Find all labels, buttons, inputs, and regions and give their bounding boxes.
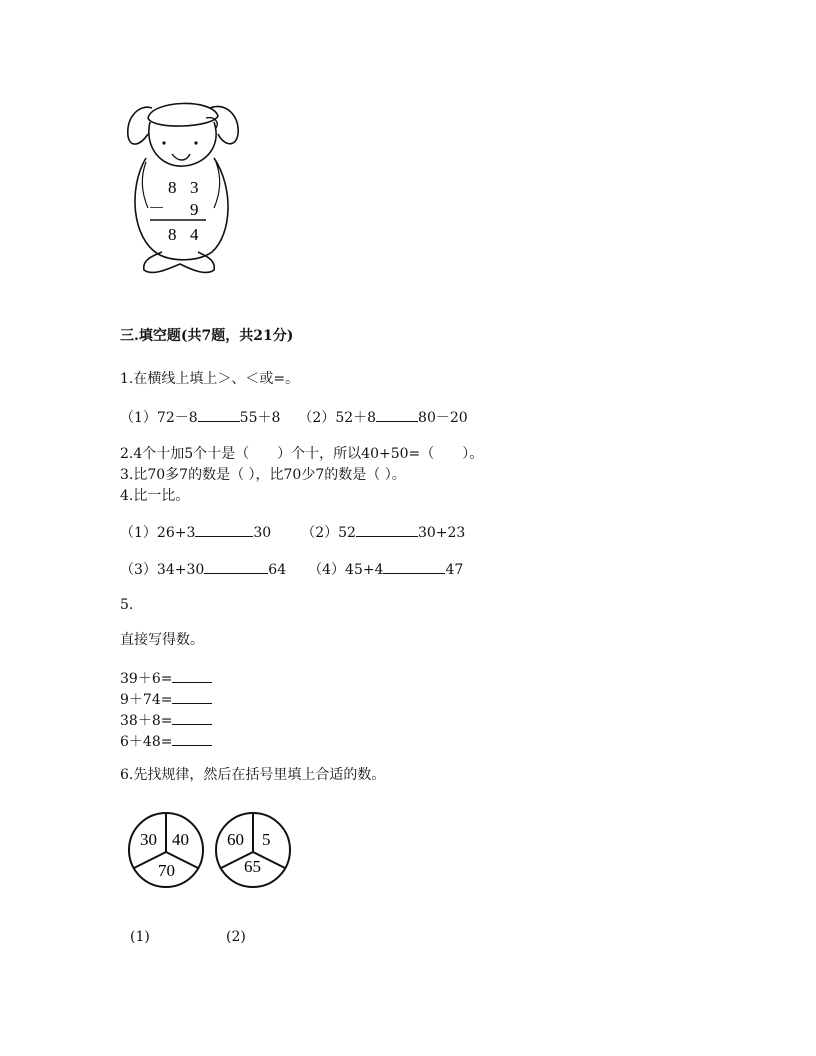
q4-item2-label: （2） [301,525,339,541]
q1-item2-left: 52＋8 [335,410,377,426]
q4-item4-right: 47 [445,562,464,578]
q5-item-4 [120,733,212,750]
calc-top-ones: 3 [190,178,199,197]
q4-item4-blank[interactable] [383,561,445,574]
q4-item4-label: （4） [308,562,346,578]
cartoon-dog-drawing [122,98,242,278]
q4-item3-right: 64 [268,562,287,578]
q4-item4-left: 45+4 [345,562,384,578]
calc-mid-ones: 9 [190,200,199,219]
q5-expression: 6＋48= [120,734,173,750]
q5-expression: 9＋74= [120,692,173,708]
circle1-top-right: 40 [172,830,189,849]
q5-answer-blank[interactable] [172,670,212,683]
q5-item-2 [120,691,212,708]
calc-operator: － [148,199,165,218]
q6-prompt: 6.先找规律，然后在括号里填上合适的数。 [120,767,386,783]
q1-items-row [120,409,468,426]
q5-item-1 [120,670,212,687]
q4-prompt: 4.比一比。 [120,488,190,504]
q4-item3-label: （3） [120,562,157,578]
circle1-top-left: 30 [140,830,157,849]
q6-circle-2 [213,810,293,890]
q4-item3-left: 34+30 [156,562,205,578]
q5-prompt: 直接写得数。 [120,632,204,648]
calc-top-tens: 8 [168,178,177,197]
q4-row-2 [120,561,463,578]
q6-answer-2: (2) [226,929,246,945]
q1-prompt: 1.在横线上填上＞、＜或=。 [120,371,300,387]
q5-item-3 [120,712,212,729]
q5-number: 5. [120,597,134,613]
calc-bottom-tens: 8 [168,225,177,244]
q5-expression: 39＋6= [120,671,173,687]
q1-item2-label: （2） [298,410,336,426]
q1-item1-blank[interactable] [198,409,240,422]
q5-answer-blank[interactable] [172,691,212,704]
pattern-circle-1 [126,810,206,890]
q5-answer-blank[interactable] [172,733,212,746]
q5-answer-blank[interactable] [172,712,212,725]
q4-row-1 [120,524,465,541]
q1-item2-blank[interactable] [376,409,418,422]
q4-item2-right: 30+23 [417,525,466,541]
q1-item1-label: （1） [120,410,157,426]
q4-item3-blank[interactable] [204,561,268,574]
circle2-top-left: 60 [227,830,244,849]
calc-bottom-ones: 4 [190,225,199,244]
circle2-bottom: 65 [244,857,261,876]
q6-answer-1: (1) [130,929,150,945]
q2-text: 2.4个十加5个十是（ ）个十，所以40+50=（ ）。 [120,446,484,462]
q4-item1-blank[interactable] [195,524,253,537]
q5-expression: 38＋8= [120,713,173,729]
q4-item1-left: 26+3 [156,525,196,541]
q1-item2-right: 80－20 [418,410,468,426]
q4-item2-blank[interactable] [356,524,418,537]
circle2-top-right: 5 [262,830,271,849]
pattern-circle-2 [213,810,293,890]
q4-item1-label: （1） [120,525,157,541]
q6-circle-1 [126,810,206,890]
circle1-bottom: 70 [158,861,175,880]
q4-item2-left: 52 [338,525,356,541]
q1-item1-right: 55＋8 [239,410,281,426]
cartoon-dog-figure [122,98,242,278]
q3-text: 3.比70多7的数是（ ），比70少7的数是（ ）。 [120,467,406,483]
section-heading: 三.填空题(共7题，共21分) [120,328,294,344]
q1-item1-left: 72－8 [156,410,198,426]
q4-item1-right: 30 [253,525,272,541]
